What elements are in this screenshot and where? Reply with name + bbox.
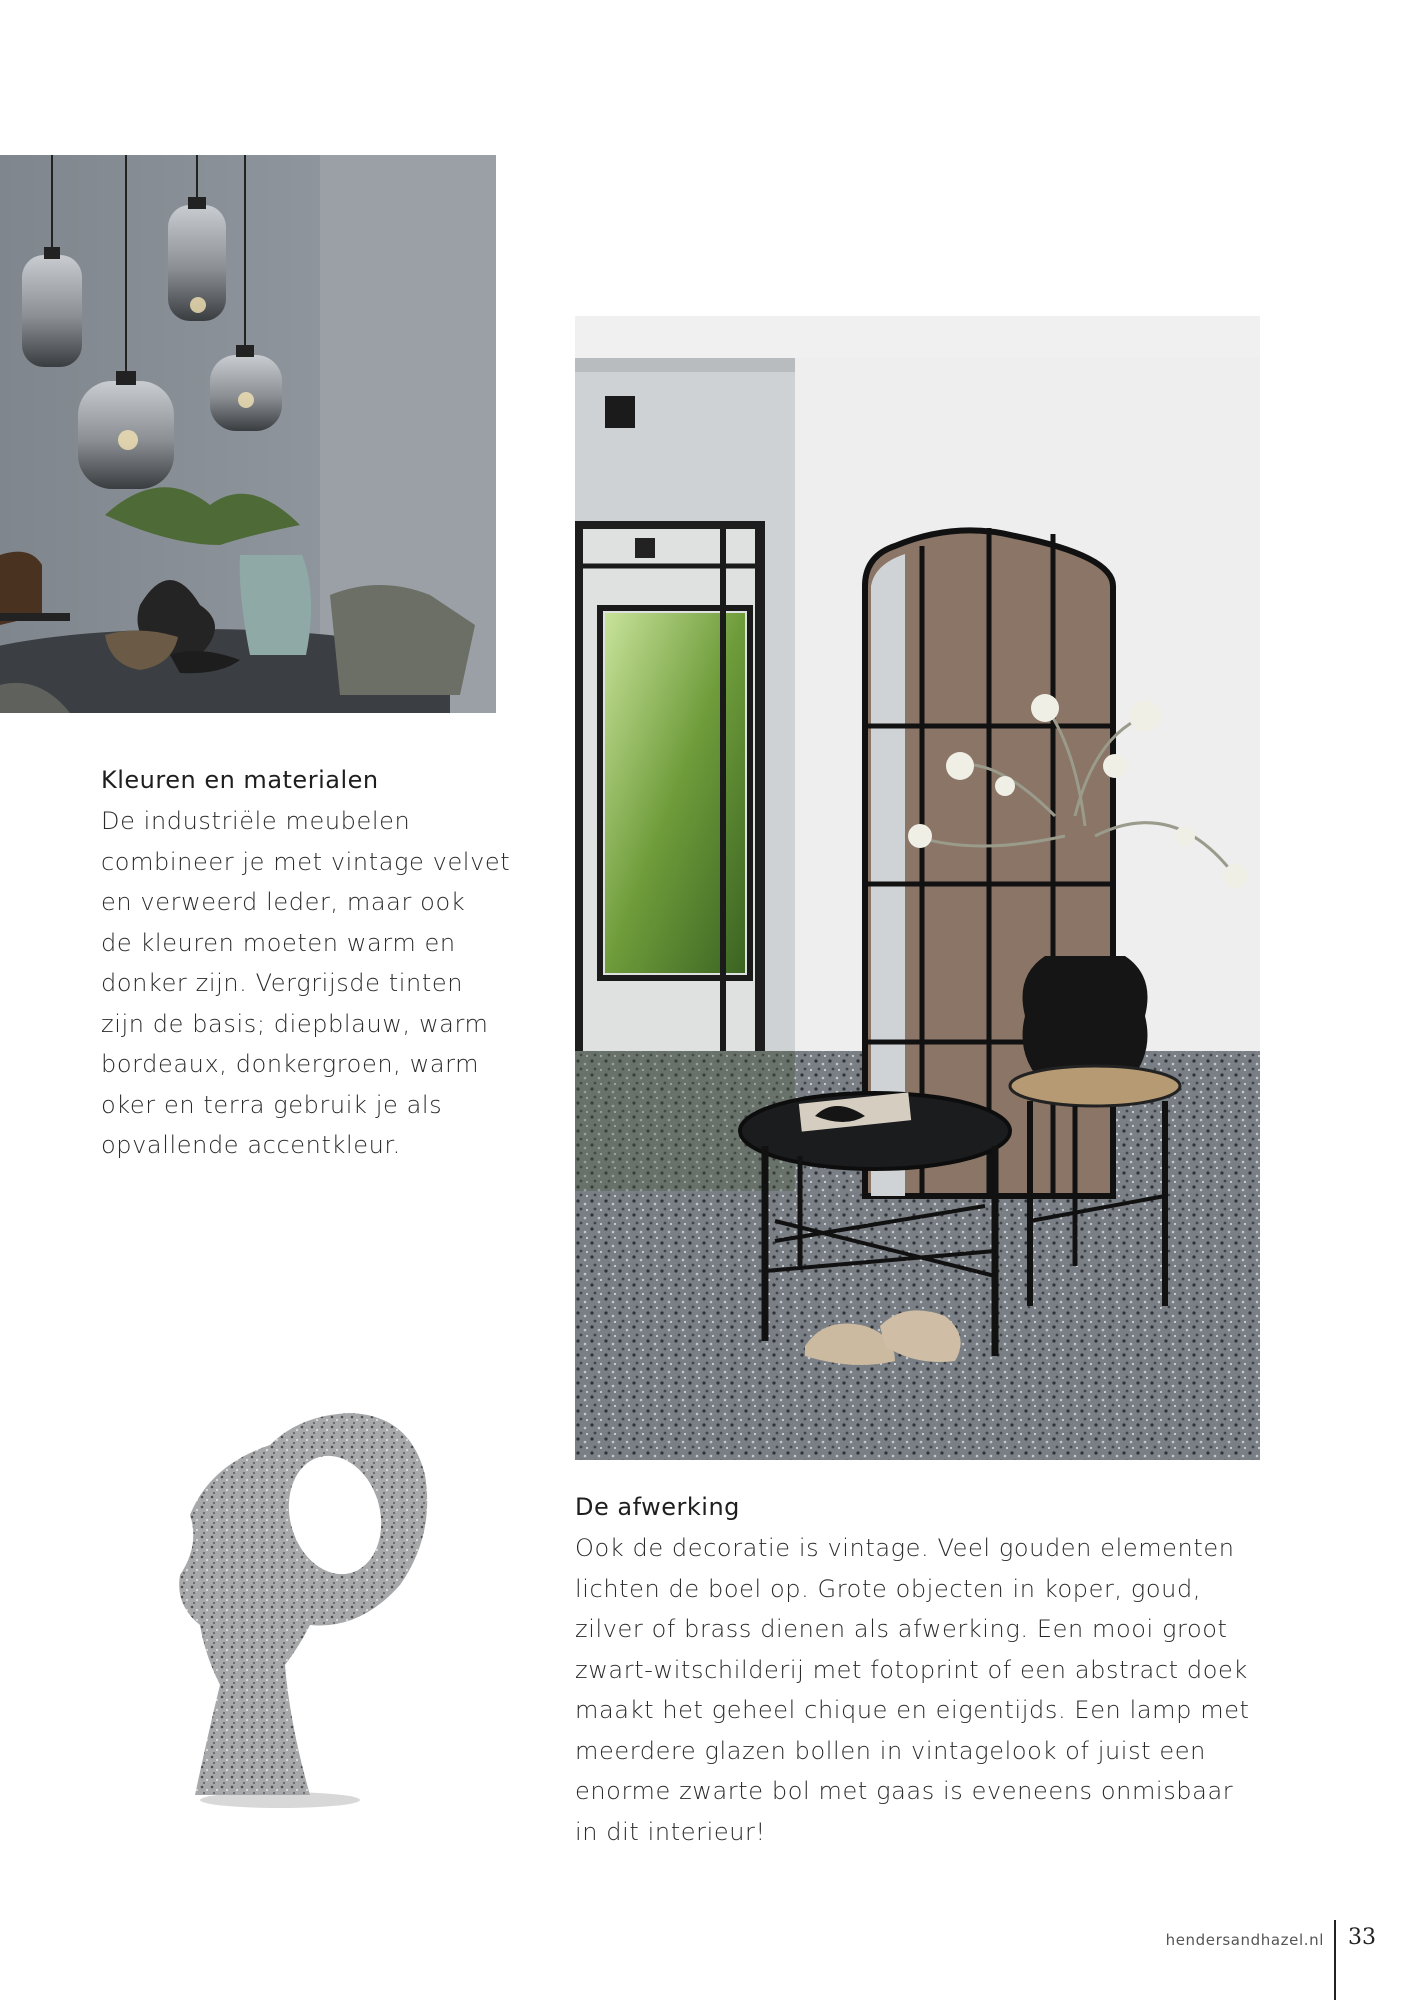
body-line: De industriële meubelen [101, 807, 411, 835]
body-line: bordeaux, donkergroen, warm [101, 1050, 480, 1078]
body-line: zwart-witschilderij met fotoprint of een abstract doek [575, 1655, 1248, 1684]
sculpture-photo [150, 1395, 450, 1815]
body-line: donker zijn. Vergrijsde tinten [101, 969, 464, 997]
body-line: in dit interieur! [575, 1817, 766, 1846]
footer-website-link[interactable]: hendersandhazel.nl [1165, 1931, 1324, 1949]
footer-divider [1334, 1920, 1336, 2000]
body-line: opvallende accentkleur. [101, 1131, 401, 1159]
body-line: maakt het geheel chique en eigentijds. Een lamp met [575, 1696, 1250, 1724]
body-line: zijn de basis; diepblauw, warm [101, 1009, 489, 1038]
section-body [575, 1528, 1295, 1852]
body-line: en verweerd leder, maar ook [101, 888, 466, 916]
colors-materials-section [101, 762, 521, 1166]
body-line: oker en terra gebruik je als [101, 1090, 443, 1119]
page-number: 33 [1348, 1925, 1376, 1950]
body-line: de kleuren moeten warm en [101, 928, 456, 957]
body-line: lichten de boel op. Grote objecten in koper, goud, [575, 1574, 1202, 1603]
dining-room-photo [0, 155, 496, 713]
body-line: meerdere glazen bollen in vintagelook of juist een [575, 1736, 1206, 1765]
section-body [101, 801, 521, 1166]
finish-section [575, 1489, 1295, 1852]
section-heading: Kleuren en materialen [101, 766, 379, 794]
body-line: combineer je met vintage velvet [101, 847, 511, 876]
body-line: zilver of brass dienen als afwerking. Een mooi groot [575, 1615, 1228, 1643]
body-line: enorme zwarte bol met gaas is eveneens onmisbaar [575, 1777, 1234, 1805]
section-heading: De afwerking [575, 1493, 740, 1521]
body-line: Ook de decoratie is vintage. Veel gouden elementen [575, 1534, 1235, 1562]
hallway-photo [575, 316, 1260, 1460]
